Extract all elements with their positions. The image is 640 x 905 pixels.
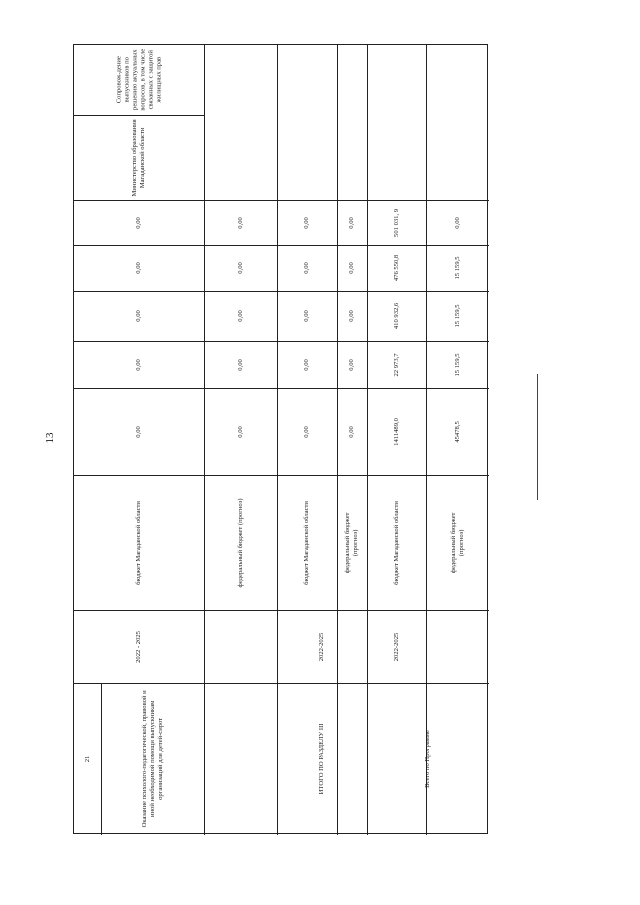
value-2022: 0,00 bbox=[236, 358, 244, 371]
page-number: 13 bbox=[44, 432, 56, 444]
value-cell bbox=[277, 200, 337, 245]
value-cell bbox=[426, 200, 489, 245]
value-total: 1411489,0 bbox=[392, 417, 400, 446]
period-text: 2022-2025 bbox=[318, 632, 326, 661]
goal-cell bbox=[74, 45, 204, 115]
section-title: ИТОГО ПО РАЗДЕЛУ III bbox=[318, 723, 326, 795]
value-cell bbox=[74, 291, 204, 341]
budget-table bbox=[73, 44, 488, 834]
value-cell bbox=[426, 341, 489, 388]
value-2022: 15 159,5 bbox=[453, 352, 461, 377]
source-name: бюджет Магаданской области bbox=[135, 500, 143, 585]
source-name: федеральный бюджет (прогноз) bbox=[449, 512, 465, 573]
value-2025: 501 031, 9 bbox=[392, 208, 400, 237]
value-2022: 0,00 bbox=[135, 358, 143, 371]
value-cell bbox=[426, 388, 489, 475]
value-cell bbox=[204, 200, 277, 245]
value-cell bbox=[74, 388, 204, 475]
value-cell bbox=[204, 245, 277, 291]
value-2025: 0,00 bbox=[453, 216, 461, 229]
source-cell bbox=[337, 475, 367, 610]
value-2023: 0,00 bbox=[135, 310, 143, 322]
source-cell bbox=[426, 475, 489, 610]
program-title-cell bbox=[367, 683, 489, 835]
value-cell bbox=[277, 341, 337, 388]
goal-text: Сопровож-дение выпускников по решению актуальных вопросов, в том числе связанных с защитой жилищных прав bbox=[115, 49, 162, 111]
source-name: федеральный бюджет (прогноз) bbox=[236, 498, 244, 587]
source-name: бюджет Магаданской области bbox=[392, 500, 400, 585]
value-2024: 0,00 bbox=[236, 262, 244, 274]
value-cell bbox=[74, 245, 204, 291]
section-title-cell bbox=[277, 683, 367, 835]
value-cell bbox=[277, 245, 337, 291]
value-cell bbox=[277, 291, 337, 341]
value-2023: 15 159,5 bbox=[453, 304, 461, 328]
activity-name: Оказание психолого-педагогической, правовой и иной необходимой помощи выпускникам организаций для детей-сирот bbox=[140, 690, 164, 828]
value-2024: 476 550,8 bbox=[392, 254, 400, 282]
value-2024: 0,00 bbox=[135, 262, 143, 274]
value-cell bbox=[204, 388, 277, 475]
value-2023: 410 932,6 bbox=[392, 302, 400, 330]
value-cell bbox=[277, 388, 337, 475]
source-cell bbox=[204, 475, 277, 610]
row-number-cell bbox=[74, 683, 101, 835]
value-cell bbox=[204, 341, 277, 388]
value-cell bbox=[74, 200, 204, 245]
period-cell bbox=[367, 610, 426, 683]
period-cell bbox=[277, 610, 367, 683]
value-total: 0,00 bbox=[348, 425, 356, 438]
value-cell bbox=[204, 291, 277, 341]
executor-cell bbox=[74, 115, 204, 200]
value-2022: 22 973,7 bbox=[392, 352, 400, 377]
value-total: 0,00 bbox=[303, 425, 311, 438]
source-name: федеральный бюджет (прогноз) bbox=[344, 512, 359, 573]
source-cell bbox=[74, 475, 204, 610]
value-total: 0,00 bbox=[135, 425, 143, 438]
value-2023: 0,00 bbox=[303, 310, 311, 322]
period-text: 2022-2025 bbox=[392, 632, 400, 661]
value-2024: 15 159,5 bbox=[453, 256, 461, 280]
row-number: 21 bbox=[83, 755, 91, 763]
source-name: бюджет Магаданской области bbox=[303, 500, 311, 585]
executor-text: Министерство образования Магаданской области bbox=[131, 118, 146, 197]
separator-line bbox=[537, 374, 538, 500]
value-cell bbox=[337, 200, 367, 245]
value-cell bbox=[367, 291, 426, 341]
source-cell bbox=[367, 475, 426, 610]
value-2022: 0,00 bbox=[348, 358, 356, 371]
value-2022: 0,00 bbox=[303, 358, 311, 371]
value-2025: 0,00 bbox=[236, 216, 244, 229]
value-2024: 0,00 bbox=[348, 262, 356, 274]
value-2025: 0,00 bbox=[303, 216, 311, 229]
value-cell bbox=[337, 341, 367, 388]
value-cell bbox=[337, 388, 367, 475]
value-cell bbox=[367, 200, 426, 245]
value-cell bbox=[337, 291, 367, 341]
value-cell bbox=[337, 245, 367, 291]
value-2023: 0,00 bbox=[348, 310, 356, 322]
value-2024: 0,00 bbox=[303, 262, 311, 274]
program-title: Всего по Программе bbox=[424, 730, 432, 788]
period-text: 2022 - 2025 bbox=[135, 630, 143, 663]
value-2023: 0,00 bbox=[236, 310, 244, 322]
period-cell bbox=[74, 610, 204, 683]
value-cell bbox=[426, 245, 489, 291]
value-cell bbox=[367, 388, 426, 475]
activity-cell bbox=[101, 683, 204, 835]
value-2025: 0,00 bbox=[348, 216, 356, 229]
value-cell bbox=[367, 341, 426, 388]
value-cell bbox=[367, 245, 426, 291]
value-total: 45478,5 bbox=[453, 420, 461, 443]
value-cell bbox=[74, 341, 204, 388]
source-cell bbox=[277, 475, 337, 610]
value-total: 0,00 bbox=[236, 425, 244, 438]
value-2025: 0,00 bbox=[135, 216, 143, 229]
value-cell bbox=[426, 291, 489, 341]
